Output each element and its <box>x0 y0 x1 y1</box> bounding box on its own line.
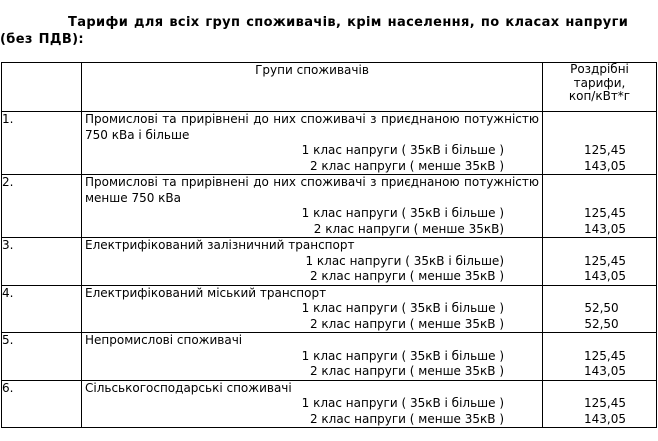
table-row <box>2 333 657 381</box>
tariff-price: 125,45 <box>584 348 626 363</box>
tariff-price: 143,05 <box>584 221 626 236</box>
row-number: 1. <box>2 112 82 175</box>
consumer-group-cell <box>82 112 543 175</box>
price-spacer <box>543 286 656 302</box>
tariff-price: 125,45 <box>584 253 626 268</box>
table-row <box>2 380 657 428</box>
header-tariff-line: Роздрібні <box>570 62 629 76</box>
voltage-class-label: 2 клас напруги ( менше 35кВ ) <box>309 364 504 378</box>
tariff-price: 52,50 <box>584 316 619 331</box>
consumer-group-cell <box>82 238 543 286</box>
voltage-class-label: 2 клас напруги ( менше 35кВ ) <box>309 411 504 426</box>
consumer-group-name: Промислові та прирівнені до них споживачі з приєднаною потужністю 750 кВа і більше <box>85 112 539 142</box>
price-spacer <box>543 381 656 397</box>
header-groups-cell: Групи споживачів <box>82 63 543 112</box>
tariff-price: 143,05 <box>584 411 626 426</box>
header-number-cell <box>2 63 82 112</box>
voltage-class-label: 1 клас напруги ( 35кВ і більше ) <box>301 396 504 410</box>
consumer-group-cell <box>82 175 543 238</box>
voltage-class-label: 2 клас напруги ( менше 35кВ ) <box>309 158 504 173</box>
row-number: 6. <box>2 380 82 428</box>
voltage-class-label: 2 клас напруги ( менше 35кВ ) <box>309 316 504 331</box>
price-spacer <box>543 175 656 191</box>
voltage-class-label: 1 клас напруги ( 35кВ і більше ) <box>301 143 504 157</box>
consumer-group-name: Непромислові споживачі <box>85 333 243 347</box>
tariff-cell <box>543 175 657 238</box>
tariff-cell <box>543 238 657 286</box>
consumer-group-name: Електрифікований залізничний транспорт <box>85 238 355 252</box>
row-number: 3. <box>2 238 82 286</box>
tariff-cell <box>543 380 657 428</box>
header-tariff-line: тарифи, <box>573 75 626 90</box>
table-row <box>2 112 657 175</box>
voltage-class-label: 1 клас напруги ( 35кВ і більше) <box>305 253 504 268</box>
price-spacer <box>543 112 656 128</box>
voltage-class-label: 2 клас напруги ( менше 35кВ ) <box>309 269 504 283</box>
price-spacer <box>543 128 656 144</box>
consumer-group-name: Промислові та прирівнені до них споживачі з приєднаною потужністю менше 750 кВа <box>85 175 539 205</box>
tariff-price: 143,05 <box>584 364 626 378</box>
voltage-class-label: 1 клас напруги ( 35кВ і більше ) <box>301 348 504 363</box>
consumer-group-name: Електрифікований міський транспорт <box>85 285 327 300</box>
row-number: 2. <box>2 175 82 238</box>
tariff-price: 125,45 <box>584 143 626 157</box>
table-header-row <box>2 63 657 112</box>
tariff-table <box>1 62 657 428</box>
table-row <box>2 285 657 333</box>
header-tariff-line: коп/кВт*г <box>568 89 631 103</box>
consumer-group-cell <box>82 380 543 428</box>
voltage-class-label: 1 клас напруги ( 35кВ і більше ) <box>301 301 504 315</box>
consumer-group-cell <box>82 333 543 381</box>
row-number: 5. <box>2 333 82 381</box>
price-spacer <box>543 191 656 207</box>
header-tariff-cell <box>543 63 657 112</box>
consumer-group-name: Сільськогосподарські споживачі <box>85 380 292 395</box>
tariff-price: 143,05 <box>584 158 626 173</box>
price-spacer <box>543 238 656 254</box>
tariff-cell <box>543 285 657 333</box>
table-row <box>2 175 657 238</box>
tariff-price: 143,05 <box>584 269 626 283</box>
voltage-class-label: 2 клас напруги ( менше 35кВ) <box>313 221 504 236</box>
row-number: 4. <box>2 285 82 333</box>
tariff-cell <box>543 112 657 175</box>
tariff-cell <box>543 333 657 381</box>
tariff-price: 125,45 <box>584 396 626 410</box>
tariff-price: 125,45 <box>584 206 626 220</box>
price-spacer <box>543 333 656 349</box>
voltage-class-label: 1 клас напруги ( 35кВ і більше ) <box>301 206 504 220</box>
consumer-group-cell <box>82 285 543 333</box>
table-row <box>2 238 657 286</box>
tariff-price: 52,50 <box>584 301 619 315</box>
page-title: Тарифи для всіх груп споживачів, крім населення, по класах напруги (без ПДВ): <box>0 15 629 47</box>
